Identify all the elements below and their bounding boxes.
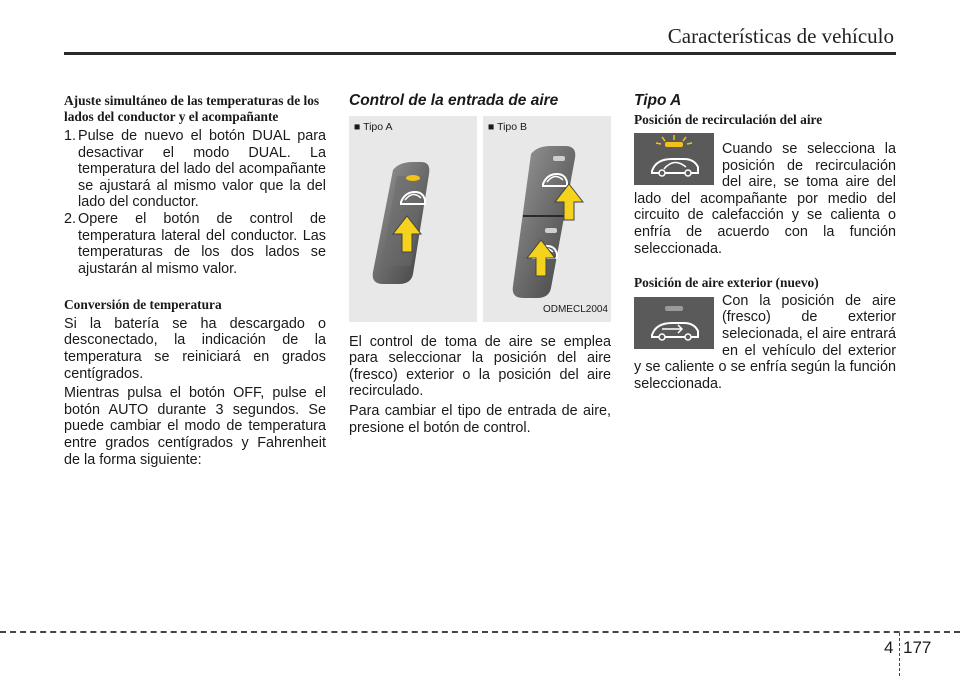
- recirculation-icon: [634, 133, 714, 185]
- page-number: 177: [903, 638, 932, 657]
- paragraph: Con la posición de aire (fresco) de exterior selecionada, el aire entrará en el vehículo del exterior y se caliente o se enfría según la función seleccionada.: [634, 292, 896, 392]
- step-text: Pulse de nuevo el botón DUAL para desactivar el modo DUAL. La temperatura del lado del acompañante se ajustará al mismo valor que la del lado del conductor.: [78, 128, 326, 211]
- paragraph: Para cambiar el tipo de entrada de aire, presione el botón de control.: [349, 402, 611, 436]
- step-number: 2.: [64, 210, 77, 227]
- footer-rule: [0, 631, 960, 633]
- chapter-number: 4: [884, 638, 894, 657]
- recirculation-section: [634, 127, 896, 257]
- figure-panel-type-a: [349, 116, 477, 322]
- section-heading-conversion: Conversión de temperatura: [64, 297, 222, 313]
- fresh-air-icon: [634, 297, 714, 349]
- fresh-air-section: [634, 291, 896, 393]
- type-a-switch-illustration: [349, 116, 477, 322]
- header-rule: [64, 52, 896, 55]
- type-b-switch-illustration: [483, 116, 611, 322]
- step-text: Opere el botón de control de temperatura lateral del conductor. Las temperaturas de los dos lados se ajustarán al mismo valor.: [78, 210, 326, 277]
- step-number: 1.: [64, 128, 77, 144]
- list-item: [64, 211, 326, 277]
- footer-separator: [899, 633, 900, 676]
- air-intake-figure: [349, 116, 611, 322]
- section-heading-fresh-air: Posición de aire exterior (nuevo): [634, 275, 819, 291]
- column-3: [634, 93, 896, 392]
- figure-panel-type-b: [483, 116, 611, 322]
- section-heading-recirculation: Posición de recirculación del aire: [634, 111, 823, 127]
- paragraph: El control de toma de aire se emplea para seleccionar la posición del aire (fresco) exterior o la posición del aire recirculado.: [349, 333, 611, 400]
- figure-code: ODMECL2004: [542, 304, 608, 315]
- steps-list: [64, 128, 326, 277]
- paragraph: Si la batería se ha descargado o desconectado, la indicación de la temperatura se reiniciará en grados centígrados.: [64, 315, 326, 382]
- figure-label-type-b: ■ Tipo B: [488, 120, 528, 133]
- column-2: [349, 93, 611, 436]
- section-heading-air-intake: Control de la entrada de aire: [349, 92, 559, 109]
- section-heading-type-a: Tipo A: [634, 92, 682, 109]
- paragraph: Cuando se selecciona la posición de recirculación del aire, se toma aire del lado del acompañante por medio del circuito de calefacción y se calienta o enfría de acuerdo con la función seleccionada.: [634, 141, 896, 257]
- column-1: [64, 93, 326, 468]
- page-header-title: Características de vehículo: [667, 24, 894, 48]
- paragraph: Mientras pulsa el botón OFF, pulse el botón AUTO durante 3 segundos. Se puede cambiar el modo de temperatura entre grados centígrados y Fahrenheit de la forma siguiente:: [64, 385, 326, 468]
- figure-label-type-a: ■ Tipo A: [354, 120, 393, 133]
- list-item: [64, 128, 326, 211]
- section-heading-simultaneous: Ajuste simultáneo de las temperaturas de los lados del conductor y el acompañante: [64, 93, 320, 124]
